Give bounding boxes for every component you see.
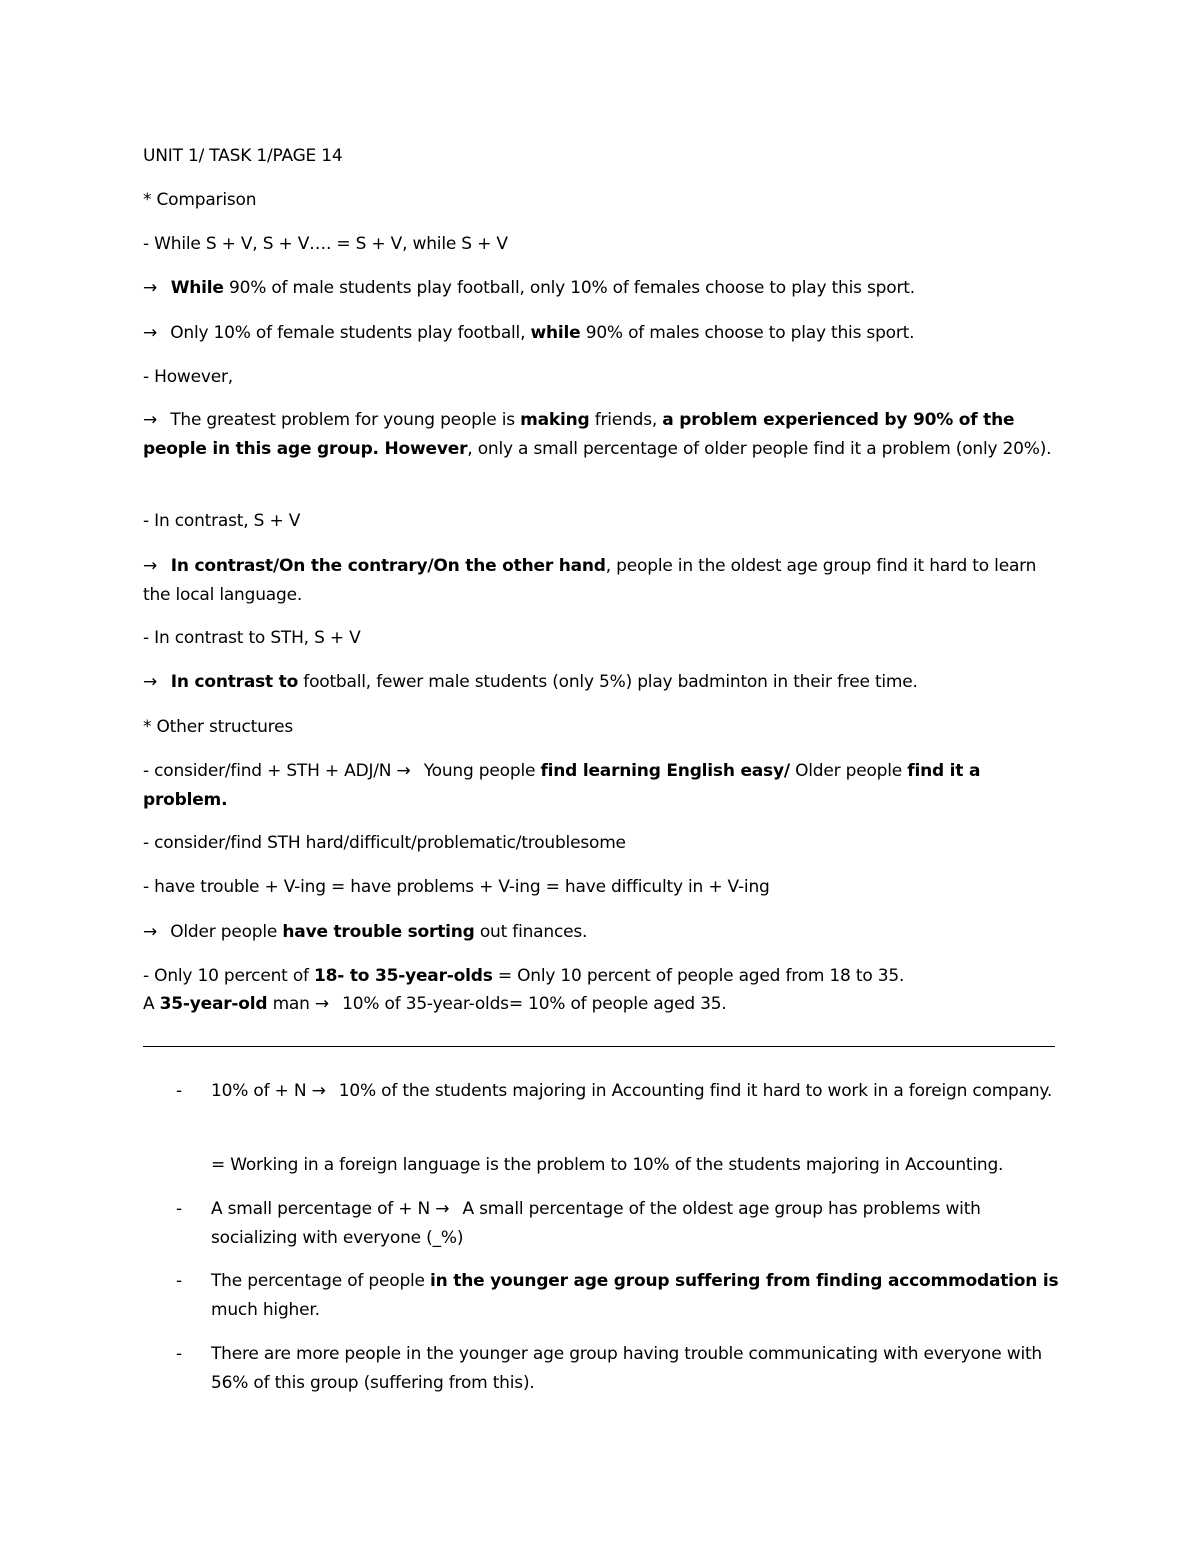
structure-consider-hard: - consider/find STH hard/difficult/problematic/troublesome	[143, 833, 626, 853]
example-in-contrast: → In contrast/On the contrary/On the other hand, people in the oldest age group find it hard to learn the local language.	[143, 552, 1063, 610]
example-in-contrast-to: → In contrast to football, fewer male students (only 5%) play badminton in their free time.	[143, 668, 1063, 697]
arrow-icon: →	[143, 323, 158, 343]
structure-consider-find: - consider/find + STH + ADJ/N → Young people find learning English easy/ Older people find it a problem.	[143, 757, 1063, 815]
bullet-item-percentage-higher: The percentage of people in the younger age group suffering from finding accommodation is much higher.	[211, 1271, 1059, 1320]
example-however: → The greatest problem for young people is making friends, a problem experienced by 90% of the people in this age group. However, only a small percentage of older people find it a problem (only 20%).	[143, 406, 1063, 464]
structure-in-contrast-to: - In contrast to STH, S + V	[143, 628, 361, 648]
example-while-2: → Only 10% of female students play football, while 90% of males choose to play this sport.	[143, 319, 1063, 348]
separator-line	[143, 1046, 1055, 1047]
arrow-icon: →	[143, 556, 158, 576]
example-while-1: → While 90% of male students play football, only 10% of females choose to play this sport.	[143, 274, 1063, 303]
arrow-icon: →	[435, 1199, 450, 1219]
heading-unit: UNIT 1/ TASK 1/PAGE 14	[143, 146, 343, 166]
arrow-icon: →	[143, 922, 158, 942]
bullet-dash: -	[176, 1081, 183, 1101]
structure-have-trouble: - have trouble + V-ing = have problems + V-ing = have difficulty in + V-ing	[143, 877, 770, 897]
bullet-dash: -	[176, 1199, 183, 1219]
bullet-dash: -	[176, 1344, 183, 1364]
structure-in-contrast: - In contrast, S + V	[143, 511, 301, 531]
structure-however: - However,	[143, 367, 233, 387]
bullet-item-ten-percent: 10% of + N → 10% of the students majoring in Accounting find it hard to work in a foreign company.	[211, 1077, 1061, 1106]
structure-while: - While S + V, S + V…. = S + V, while S + V	[143, 234, 508, 254]
arrow-icon: →	[314, 994, 329, 1014]
arrow-icon: →	[143, 672, 158, 692]
bullet-item-more-people: There are more people in the younger age group having trouble communicating with everyone with 56% of this group (suffering from this).	[211, 1344, 1043, 1393]
arrow-icon: →	[143, 278, 158, 298]
section-other-structures: * Other structures	[143, 717, 293, 737]
bullet-item-small-percentage: A small percentage of + N → A small percentage of the oldest age group has problems with socializing with everyone (_%)	[211, 1195, 1061, 1253]
bullet-dash: -	[176, 1271, 183, 1291]
bullet-item-ten-percent-paraphrase: = Working in a foreign language is the problem to 10% of the students majoring in Accounting.	[211, 1155, 1004, 1175]
section-comparison: * Comparison	[143, 190, 257, 210]
arrow-icon: →	[143, 410, 158, 430]
arrow-icon: →	[396, 761, 411, 781]
structure-percent-aged: - Only 10 percent of 18- to 35-year-olds = Only 10 percent of people aged from 18 to 35.	[143, 966, 905, 986]
arrow-icon: →	[311, 1081, 326, 1101]
example-year-old: A 35-year-old man → 10% of 35-year-olds= 10% of people aged 35.	[143, 990, 1063, 1019]
example-have-trouble: → Older people have trouble sorting out finances.	[143, 918, 1063, 947]
